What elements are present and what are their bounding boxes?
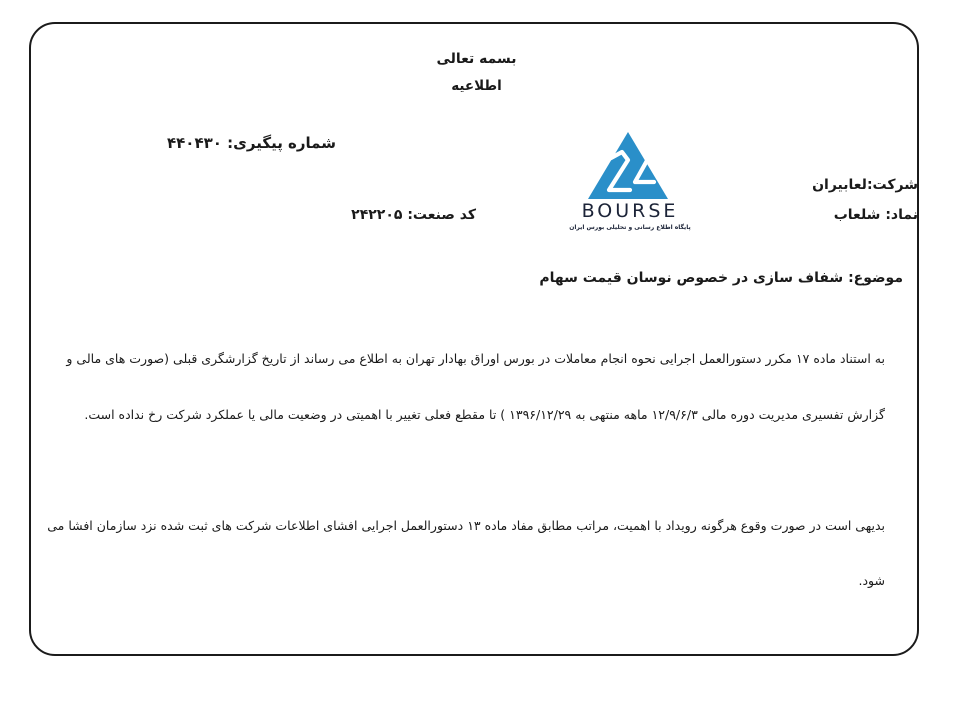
- subject-value: شفاف سازی در خصوص نوسان قیمت سهام: [539, 270, 844, 286]
- bourse24-logo-mark: [562, 132, 698, 232]
- logo-wordmark: BOURSE: [581, 200, 679, 222]
- company-label: شرکت:: [866, 177, 918, 193]
- basmala-heading: بسمه تعالی: [436, 51, 517, 67]
- tracking-value: ۴۴۰۴۳۰: [166, 134, 222, 152]
- tracking-number: [150, 134, 336, 152]
- company-field: [770, 177, 918, 193]
- body-line-2: گزارش تفسیری مدیریت دوره مالی ۱۲/۹/۶/۳ ماهه منتهی به ۱۳۹۶/۱۲/۲۹ ) تا مقطع فعلی تغییر با اهمیتی در وضعیت مالی یا عملکرد شرکت رخ نداده است.: [84, 407, 885, 422]
- notice-frame: [29, 22, 919, 656]
- body-line-1: به استناد ماده ۱۷ مکرر دستورالعمل اجرایی نحوه انجام معاملات در بورس اوراق بهادار تهران به اطلاع می رساند از تاریخ گزارشگری قبلی (صورت های مالی و: [66, 351, 885, 366]
- bourse24-logo: [562, 132, 698, 232]
- industry-label: کد صنعت:: [407, 207, 476, 223]
- body-line-3: بدیهی است در صورت وقوع هرگونه رویداد با اهمیت، مراتب مطابق مفاد ماده ۱۳ دستورالعمل اجرایی افشای اطلاعات شرکت های ثبت شده نزد سازمان افشا می: [47, 518, 885, 533]
- subject-line: [539, 270, 903, 286]
- notice-title: اطلاعیه: [451, 78, 502, 94]
- body-line-4: شود.: [858, 573, 885, 588]
- logo-tagline: پایگاه اطلاع رسانی و تحلیلی بورس ایران: [569, 224, 691, 231]
- industry-value: ۲۴۲۲۰۵: [351, 207, 403, 223]
- symbol-value: شلعاب: [833, 207, 881, 223]
- company-value: لعابیران: [812, 177, 867, 193]
- subject-label: موضوع:: [848, 270, 903, 286]
- industry-code: [322, 207, 476, 223]
- symbol-field: [770, 207, 918, 223]
- symbol-label: نماد:: [885, 207, 918, 223]
- tracking-label: شماره پیگیری:: [227, 134, 336, 152]
